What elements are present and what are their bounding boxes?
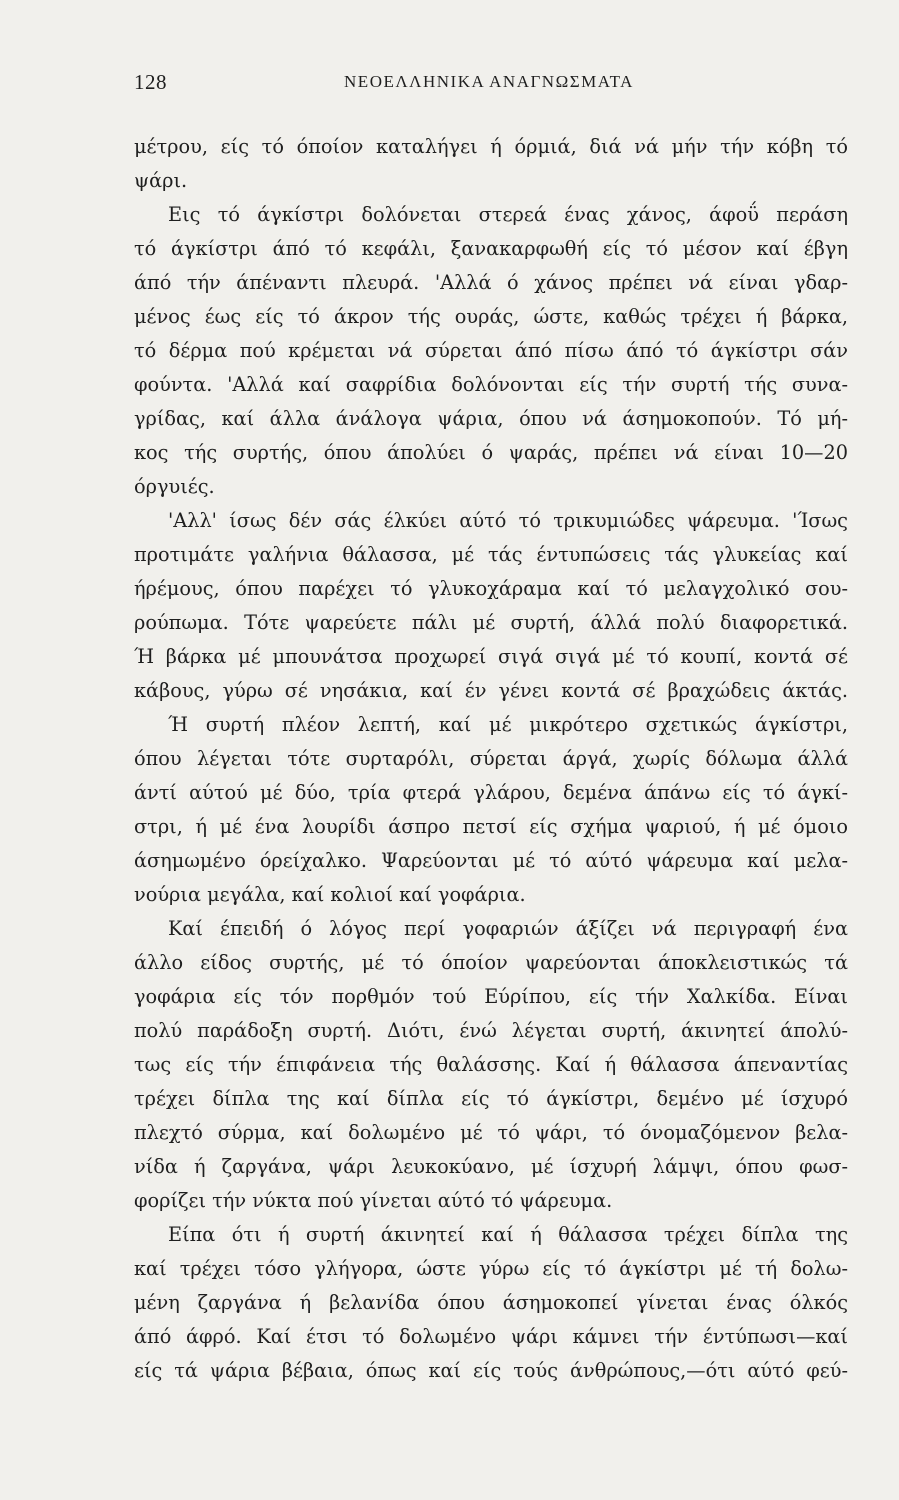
text-line: άπό άφρό. Καί έτσι τό δολωμένο ψάρι κάμνει τήν έντύπωσι—καί: [134, 1325, 848, 1348]
text-line: τως είς τήν έπιφάνεια τής θαλάσσης. Καί ή θάλασσα άπεναντίας: [134, 1053, 848, 1076]
text-line: μέτρου, είς τό όποίον καταλήγει ή όρμιά, διά νά μήν τήν κόβη τό: [134, 135, 848, 158]
text-line: τό δέρμα πού κρέμεται νά σύρεται άπό πίσω άπό τό άγκίστρι σάν: [134, 339, 848, 362]
text-line: νούρια μεγάλα, καί κολιοί καί γοφάρια.: [134, 883, 526, 906]
text-line: 'Αλλ' ίσως δέν σάς έλκύει αύτό τό τρικυμιώδες ψάρευμα. 'Ίσως: [168, 509, 848, 532]
text-line: κάβους, γύρω σέ νησάκια, καί έν γένει κοντά σέ βραχώδεις άκτάς.: [134, 679, 848, 702]
text-line: τρέχει δίπλα της καί δίπλα είς τό άγκίστρι, δεμένο μέ ίσχυρό: [134, 1087, 848, 1110]
text-line: όργυιές.: [134, 475, 215, 498]
text-line: άλλο είδος συρτής, μέ τό όποίον ψαρεύονται άποκλειστικώς τά: [134, 951, 848, 974]
text-line: νίδα ή ζαργάνα, ψάρι λευκοκύανο, μέ ίσχυρή λάμψι, όπου φωσ-: [134, 1155, 848, 1178]
text-line: Εις τό άγκίστρι δολόνεται στερεά ένας χάνος, άφοΰ περάση: [168, 203, 848, 226]
text-line: είς τά ψάρια βέβαια, όπως καί είς τούς άνθρώπους,—ότι αύτό φεύ-: [134, 1359, 848, 1382]
text-line: τό άγκίστρι άπό τό κεφάλι, ξανακαρφωθή είς τό μέσον καί έβγη: [134, 237, 848, 260]
text-line: κος τής συρτής, όπου άπολύει ό ψαράς, πρέπει νά είναι 10—20: [134, 441, 848, 464]
text-line: Είπα ότι ή συρτή άκινητεί καί ή θάλασσα τρέχει δίπλα της: [168, 1223, 848, 1246]
page-number: 128: [134, 70, 167, 94]
text-line: προτιμάτε γαλήνια θάλασσα, μέ τάς έντυπώσεις τάς γλυκείας καί: [134, 543, 848, 566]
text-line: πλεχτό σύρμα, καί δολωμένο μέ τό ψάρι, τό όνομαζόμενον βελα-: [134, 1121, 848, 1144]
running-title: ΝΕΟΕΛΛΗΝΙΚΑ ΑΝΑΓΝΩΣΜΑΤΑ: [344, 72, 634, 91]
text-line: γοφάρια είς τόν πορθμόν τού Εύρίπου, είς τήν Χαλκίδα. Είναι: [134, 985, 848, 1008]
text-line: φούντα. 'Αλλά καί σαφρίδια δολόνονται είς τήν συρτή τής συνα-: [134, 373, 848, 396]
text-line: στρι, ή μέ ένα λουρίδι άσπρο πετσί είς σχήμα ψαριού, ή μέ όμοιο: [134, 815, 848, 838]
text-line: ήρέμους, όπου παρέχει τό γλυκοχάραμα καί τό μελαγχολικό σου-: [134, 577, 848, 600]
text-line: Καί έπειδή ό λόγος περί γοφαριών άξίζει νά περιγραφή ένα: [168, 917, 848, 940]
text-line: όπου λέγεται τότε συρταρόλι, σύρεται άργά, χωρίς δόλωμα άλλά: [134, 747, 848, 770]
text-line: γρίδας, καί άλλα άνάλογα ψάρια, όπου νά άσημοκοπούν. Τό μή-: [134, 407, 848, 430]
text-line: άπό τήν άπέναντι πλευρά. 'Αλλά ό χάνος πρέπει νά είναι γδαρ-: [134, 271, 848, 294]
text-line: καί τρέχει τόσο γλήγορα, ώστε γύρω είς τό άγκίστρι μέ τή δολω-: [134, 1257, 848, 1280]
text-line: Ή βάρκα μέ μπουνάτσα προχωρεί σιγά σιγά μέ τό κουπί, κοντά σέ: [134, 645, 848, 668]
text-line: άντί αύτού μέ δύο, τρία φτερά γλάρου, δεμένα άπάνω είς τό άγκί-: [134, 781, 848, 804]
text-line: μένη ζαργάνα ή βελανίδα όπου άσημοκοπεί γίνεται ένας όλκός: [134, 1291, 848, 1314]
text-line: πολύ παράδοξη συρτή. Διότι, ένώ λέγεται συρτή, άκινητεί άπολύ-: [134, 1019, 848, 1042]
text-line: ψάρι.: [134, 169, 188, 192]
text-line: άσημωμένο όρείχαλκο. Ψαρεύονται μέ τό αύτό ψάρευμα καί μελα-: [134, 849, 848, 872]
text-line: μένος έως είς τό άκρον τής ουράς, ώστε, καθώς τρέχει ή βάρκα,: [134, 305, 848, 328]
text-line: ρούπωμα. Τότε ψαρεύετε πάλι μέ συρτή, άλλά πολύ διαφορετικά.: [134, 611, 848, 634]
page-header: [134, 70, 844, 102]
text-line: Ή συρτή πλέον λεπτή, καί μέ μικρότερο σχετικώς άγκίστρι,: [168, 713, 848, 736]
body-text: [134, 130, 848, 1388]
text-line: φορίζει τήν νύκτα πού γίνεται αύτό τό ψάρευμα.: [134, 1189, 613, 1212]
